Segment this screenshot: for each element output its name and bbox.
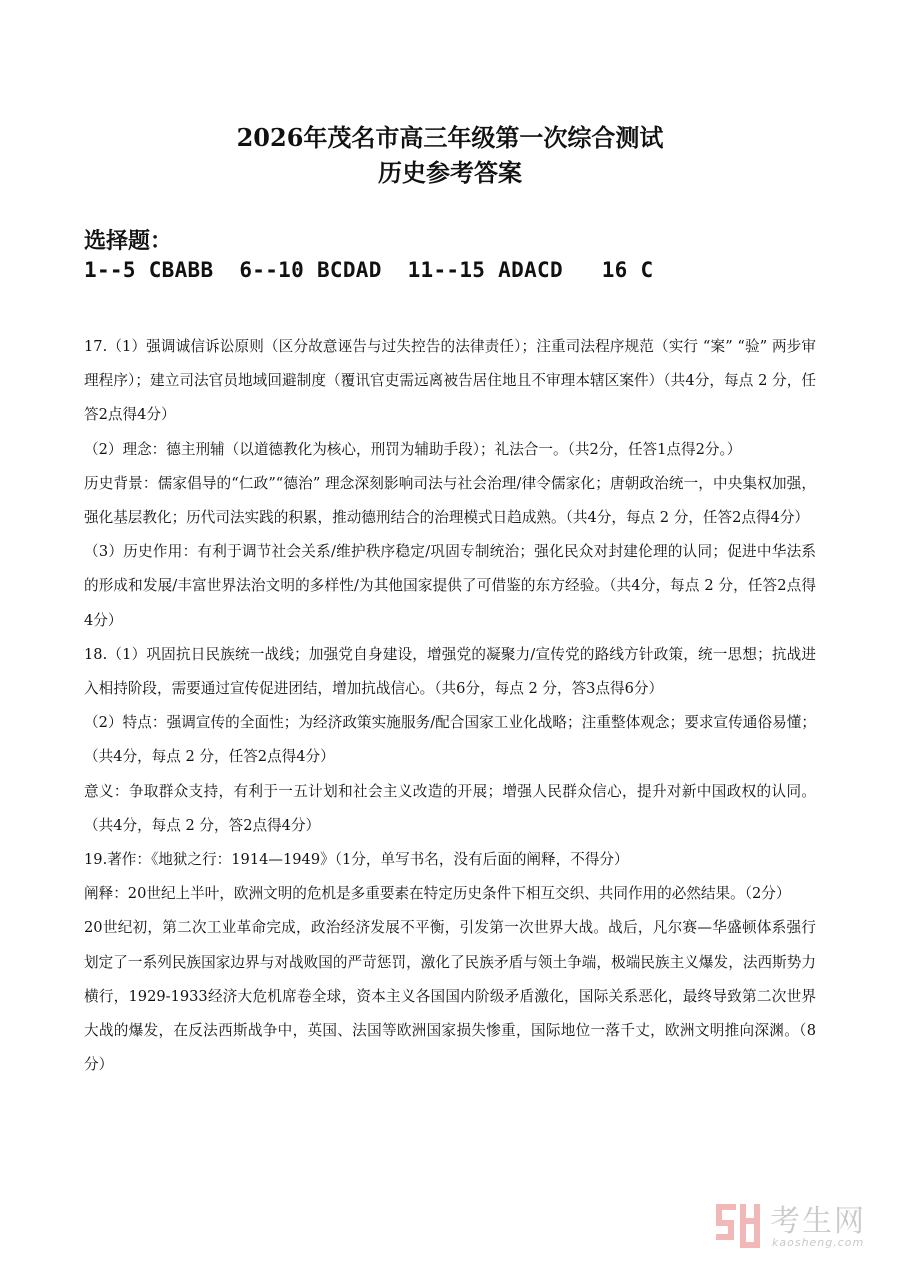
q17-part3: （3）历史作用：有利于调节社会关系/维护秩序稳定/巩固专制统治；强化民众对封建伦理的认同；促进中华法系的形成和发展/丰富世界法治文明的多样性/为其他国家提供了可借鉴的东方经验。（共4分，每点 2 分，任答2点得4分） bbox=[84, 543, 816, 629]
q17-part2: （2）理念：德主刑辅（以道德教化为核心，刑罚为辅助手段）；礼法合一。（共2分，任答1点得2分。） bbox=[84, 440, 742, 458]
kaosheng-logo-icon bbox=[714, 1200, 764, 1254]
page-subtitle: 历史参考答案 bbox=[378, 158, 522, 187]
answer-body bbox=[84, 330, 816, 1082]
q18-part2: （2）特点：强调宣传的全面性；为经济政策实施服务/配合国家工业化战略；注重整体观念；要求宣传通俗易懂；（共4分，每点 2 分，任答2点得4分） bbox=[84, 714, 816, 766]
watermark bbox=[714, 1196, 890, 1266]
watermark-text: 考生网 bbox=[770, 1204, 866, 1239]
q19-work: 19.著作：《地狱之行：1914—1949》（1分，单写书名，没有后面的阐释，不得分） bbox=[84, 851, 629, 869]
q19-detail: 20世纪初，第二次工业革命完成，政治经济发展不平衡，引发第一次世界大战。战后，凡尔赛—华盛顿体系强行划定了一系列民族国家边界与对战败国的严苛惩罚，激化了民族矛盾与领土争端，极端民族主义爆发，法西斯势力横行，1929-1933经济大危机席卷全球，资本主义各国国内阶级矛盾激化，国际关系恶化，最终导致第二次世界大战的爆发，在反法西斯战争中，英国、法国等欧洲国家损失惨重，国际地位一落千丈，欧洲文明推向深渊。（8分） bbox=[84, 919, 816, 1074]
q18-part1: 18.（1）巩固抗日民族统一战线；加强党自身建设，增强党的凝聚力/宣传党的路线方针政策，统一思想；抗战进入相持阶段，需要通过宣传促进团结，增加抗战信心。（共6分，每点 2 分，答3点得6分） bbox=[84, 645, 816, 698]
page-title: 2026年茂名市高三年级第一次综合测试 bbox=[236, 123, 664, 152]
choice-heading: 选择题： bbox=[84, 228, 173, 254]
q17-background: 历史背景：儒家倡导的“仁政”“德治” 理念深刻影响司法与社会治理/律令儒家化；唐朝政治统一，中央集权加强，强化基层教化；历代司法实践的积累，推动德刑结合的治理模式日趋成熟。（共4分，每点 2 分，任答2点得4分） bbox=[84, 474, 816, 527]
q18-significance: 意义：争取群众支持，有利于一五计划和社会主义改造的开展；增强人民群众信心，提升对新中国政权的认同。（共4分，每点 2 分，答2点得4分） bbox=[84, 782, 816, 834]
q19-explanation: 阐释：20世纪上半叶，欧洲文明的危机是多重要素在特定历史条件下相互交织、共同作用的必然结果。（2分） bbox=[84, 885, 791, 903]
watermark-url: kaosheng.com bbox=[772, 1236, 865, 1249]
choice-answers: 1--5 CBABB 6--10 BCDAD 11--15 ADACD 16 C bbox=[84, 258, 654, 282]
q17-part1: 17.（1）强调诚信诉讼原则（区分故意诬告与过失控告的法律责任）；注重司法程序规范（实行 “案” “验” 两步审理程序）；建立司法官员地域回避制度（覆讯官吏需远离被告居住地且不审理本辖区案件）（共4分，每点 2 分，任答2点得4分） bbox=[84, 338, 816, 424]
